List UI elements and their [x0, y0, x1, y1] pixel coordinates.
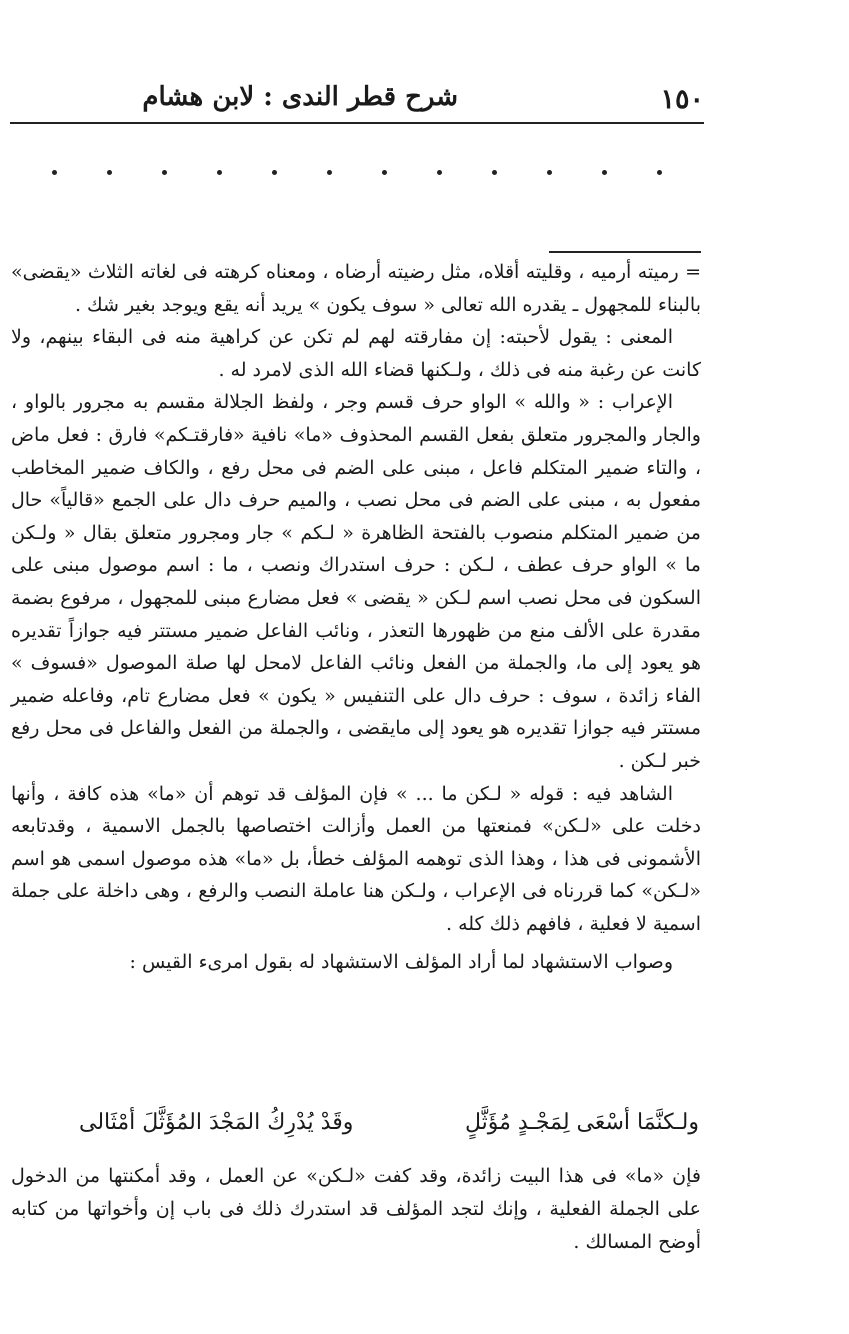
evidence-paragraph: الشاهد فيه : قوله « لـكن ما ... » فإن المؤلف قد توهم أن «ما» هذه كافة ، وأنها دخلت على «لـكن» فمنعتها من العمل وأزالت اختصاصها بالجمل الاسمية ، وقدتابعه الأشمونى فى هذا ، وهذا الذى توهمه المؤلف خطأ، بل «ما» هذه موصول اسمى هو اسم «لـكن» كما قررناه فى الإعراب ، ولـكن هنا عاملة النصب والرفع ، وهى داخلة على جملة اسمية لا فعلية ، فافهم ذلك كله . — [11, 782, 701, 935]
closing-text — [11, 1160, 701, 1259]
dot — [547, 170, 552, 175]
dot — [107, 170, 112, 175]
dot — [492, 170, 497, 175]
dot — [437, 170, 442, 175]
meaning-paragraph: المعنى : يقول لأحبته: إن مفارقته لهم لم تكن عن كراهية منه فى البقاء بينهم، ولا كانت عن رغبة منه فى ذلك ، ولـكنها قضاء الله الذى لامرد له . — [11, 326, 701, 381]
dot — [217, 170, 222, 175]
verse-first-hemistich: ولـكنَّمَا أسْعَى لِمَجْـدٍ مُؤَثَّلٍ — [464, 1110, 699, 1135]
page-number: ١٥٠ — [660, 84, 704, 115]
dot — [602, 170, 607, 175]
dot — [657, 170, 662, 175]
omission-dots — [52, 170, 662, 190]
correction-intro: وصواب الاستشهاد لما أراد المؤلف الاستشهاد له بقول امرىء القيس : — [129, 951, 673, 974]
dot — [162, 170, 167, 175]
header-rule — [10, 122, 704, 124]
dot — [272, 170, 277, 175]
grammar-analysis-paragraph: الإعراب : « والله » الواو حرف قسم وجر ، ولفظ الجلالة مقسم به مجرور بالواو ، والجار والمجرور متعلق بفعل القسم المحذوف «ما» نافية «فارقتـكم» فارق : فعل ماض ، والتاء ضمير المتكلم فاعل ، مبنى على الضم فى محل رفع ، والكاف ضمير المخاطب مفعول به ، مبنى على الضم فى محل نصب ، والميم حرف دال على الجمع «قالياً» حال من ضمير المتكلم منصوب بالفتحة الظاهرة « لـكم » جار ومجرور متعلق بقال « ولـكن ما » الواو حرف عطف ، لـكن : حرف استدراك ونصب ، ما : اسم موصول مبنى على السكون فى محل نصب اسم لـكن « يقضى » فعل مضارع مبنى للمجهول ، مرفوع بضمة مقدرة على الألف منع من ظهورها التعذر ، ونائب الفاعل ضمير مستتر فيه جوازاً تقديره هو يعود إلى ما، والجملة من الفعل ونائب الفاعل لامحل لها صلة الموصول «فسوف » الفاء زائدة ، سوف : حرف دال على التنفيس « يكون » فعل مضارع تام، وفاعله ضمير مستتر فيه جوازا تقديره هو يعود إلى مايقضى ، والجملة من الفعل والفاعل فى محل رفع خبر لـكن . — [11, 391, 701, 772]
verse-second-hemistich: وقَدْ يُدْرِكُ المَجْدَ المُؤَثَّلَ أمْثَالى — [79, 1110, 354, 1135]
running-head — [12, 78, 704, 122]
footnote-continuation: = رميته أرميه ، وقليته أقلاه، مثل رضيته أرضاه ، ومعناه كرهته فى لغاته الثلاث «يقضى» بالبناء للمجهول ـ يقدره الله تعالى « سوف يكون » يريد أنه يقع ويوجد بغير شك . — [11, 261, 701, 316]
footnote-body — [11, 256, 701, 979]
dot — [327, 170, 332, 175]
dot — [52, 170, 57, 175]
running-title: شرح قطر الندى : لابن هشام — [142, 82, 458, 112]
footnote-separator — [549, 251, 701, 253]
poetry-verse — [79, 1110, 699, 1150]
dot — [382, 170, 387, 175]
closing-paragraph: فإن «ما» فى هذا البيت زائدة، وقد كفت «لـكن» عن العمل ، وقد أمكنتها من الدخول على الجملة الفعلية ، وإنك لتجد المؤلف قد استدرك ذلك فى باب إن وأخواتها من كتابه أوضح المسالك . — [11, 1165, 701, 1253]
